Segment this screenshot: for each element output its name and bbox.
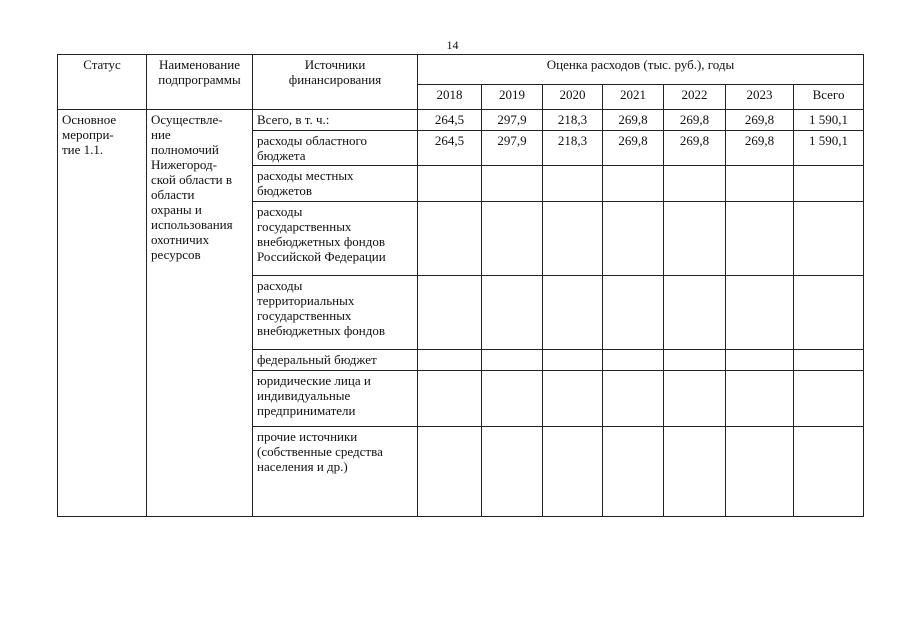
year-value-cell (664, 427, 726, 517)
year-value-cell: 269,8 (603, 131, 664, 166)
year-value-cell (418, 276, 482, 350)
status-header: Статус (58, 55, 147, 110)
year-value-cell (726, 276, 794, 350)
page-number: 14 (446, 38, 459, 52)
financing-source-line: предприниматели (257, 403, 356, 418)
year-value-cell (726, 202, 794, 276)
year-header-2018: 2018 (418, 85, 482, 110)
year-value-cell (543, 350, 603, 371)
financing-source-cell (253, 110, 418, 131)
year-value-cell (603, 166, 664, 202)
year-value-cell (543, 276, 603, 350)
subprogram-name-line: ние (151, 127, 171, 142)
year-value-cell (603, 350, 664, 371)
financing-source-line: расходы местных (257, 168, 354, 183)
financing-source-line: расходы (257, 204, 303, 219)
year-value-cell (482, 427, 543, 517)
financing-source-line: территориальных (257, 293, 355, 308)
year-value-cell (664, 371, 726, 427)
total-value-cell (794, 276, 864, 350)
year-value-cell (418, 427, 482, 517)
financing-source-cell (253, 427, 418, 517)
total-value-cell (794, 350, 864, 371)
financing-source-cell (253, 166, 418, 202)
financing-source-line: юридические лица и (257, 373, 371, 388)
expense-table (57, 54, 864, 517)
year-value-cell (418, 350, 482, 371)
year-value-cell: 218,3 (543, 131, 603, 166)
year-value-cell (482, 371, 543, 427)
financing-source-line: внебюджетных фондов (257, 323, 385, 338)
subprogram-name-cell (147, 110, 253, 517)
total-value-cell (794, 371, 864, 427)
table-row (58, 110, 864, 131)
financing-source-line: Российской Федерации (257, 249, 386, 264)
financing-source-line: государственных (257, 219, 352, 234)
year-value-cell (543, 427, 603, 517)
financing-source-line: расходы областного (257, 133, 368, 148)
table-body (58, 110, 864, 517)
year-value-cell (603, 427, 664, 517)
financing-sources-header: Источники финансирования (253, 55, 418, 110)
year-value-cell (726, 350, 794, 371)
year-header-2021: 2021 (603, 85, 664, 110)
year-value-cell (664, 166, 726, 202)
financing-source-line: федеральный бюджет (257, 352, 377, 367)
year-value-cell (543, 202, 603, 276)
year-value-cell (418, 202, 482, 276)
year-value-cell (543, 371, 603, 427)
total-value-cell (794, 202, 864, 276)
year-value-cell (482, 350, 543, 371)
subprogram-name-line: Нижегород- (151, 157, 218, 172)
financing-source-line: внебюджетных фондов (257, 234, 385, 249)
year-value-cell: 269,8 (726, 110, 794, 131)
total-value-cell: 1 590,1 (794, 131, 864, 166)
financing-source-line: бюджета (257, 148, 306, 163)
year-value-cell (482, 202, 543, 276)
subprogram-name-line: ской области в (151, 172, 232, 187)
expense-estimate-header: Оценка расходов (тыс. руб.), годы (418, 55, 864, 85)
financing-source-cell (253, 276, 418, 350)
total-value-cell (794, 427, 864, 517)
status-line: тие 1.1. (62, 142, 104, 157)
year-value-cell (418, 371, 482, 427)
subprogram-name-line: Осуществле- (151, 112, 223, 127)
financing-source-cell (253, 202, 418, 276)
year-header-2019: 2019 (482, 85, 543, 110)
subprogram-name-header: Наименование подпрограммы (147, 55, 253, 110)
financing-source-line: государственных (257, 308, 352, 323)
year-value-cell (603, 276, 664, 350)
financing-source-line: расходы (257, 278, 303, 293)
year-value-cell (603, 371, 664, 427)
financing-source-line: бюджетов (257, 183, 313, 198)
year-header-2020: 2020 (543, 85, 603, 110)
year-value-cell: 297,9 (482, 131, 543, 166)
financing-source-cell (253, 131, 418, 166)
year-value-cell (603, 202, 664, 276)
subprogram-name-line: области (151, 187, 195, 202)
year-value-cell (482, 166, 543, 202)
total-value-cell: 1 590,1 (794, 110, 864, 131)
financing-source-line: индивидуальные (257, 388, 351, 403)
year-value-cell: 269,8 (726, 131, 794, 166)
year-value-cell: 269,8 (603, 110, 664, 131)
financing-source-line: (собственные средства (257, 444, 383, 459)
financing-source-line: населения и др.) (257, 459, 348, 474)
year-value-cell (726, 166, 794, 202)
total-header: Всего (794, 85, 864, 110)
year-value-cell: 297,9 (482, 110, 543, 131)
year-value-cell: 264,5 (418, 131, 482, 166)
year-value-cell (482, 276, 543, 350)
year-value-cell (418, 166, 482, 202)
status-line: меропри- (62, 127, 114, 142)
subprogram-name-line: охраны и (151, 202, 202, 217)
year-value-cell (726, 427, 794, 517)
year-value-cell (664, 276, 726, 350)
financing-source-line: прочие источники (257, 429, 358, 444)
status-cell (58, 110, 147, 517)
year-value-cell (664, 202, 726, 276)
year-header-2023: 2023 (726, 85, 794, 110)
header-row-top (58, 55, 864, 85)
year-value-cell: 269,8 (664, 110, 726, 131)
subprogram-name-line: ресурсов (151, 247, 201, 262)
subprogram-name-line: охотничих (151, 232, 210, 247)
year-header-2022: 2022 (664, 85, 726, 110)
year-value-cell: 218,3 (543, 110, 603, 131)
subprogram-name-line: полномочий (151, 142, 219, 157)
year-value-cell (726, 371, 794, 427)
subprogram-name-line: использования (151, 217, 233, 232)
status-line: Основное (62, 112, 117, 127)
year-value-cell: 264,5 (418, 110, 482, 131)
financing-source-cell (253, 350, 418, 371)
total-value-cell (794, 166, 864, 202)
year-value-cell (543, 166, 603, 202)
financing-source-cell (253, 371, 418, 427)
year-value-cell (664, 350, 726, 371)
financing-source-line: Всего, в т. ч.: (257, 112, 330, 127)
year-value-cell: 269,8 (664, 131, 726, 166)
